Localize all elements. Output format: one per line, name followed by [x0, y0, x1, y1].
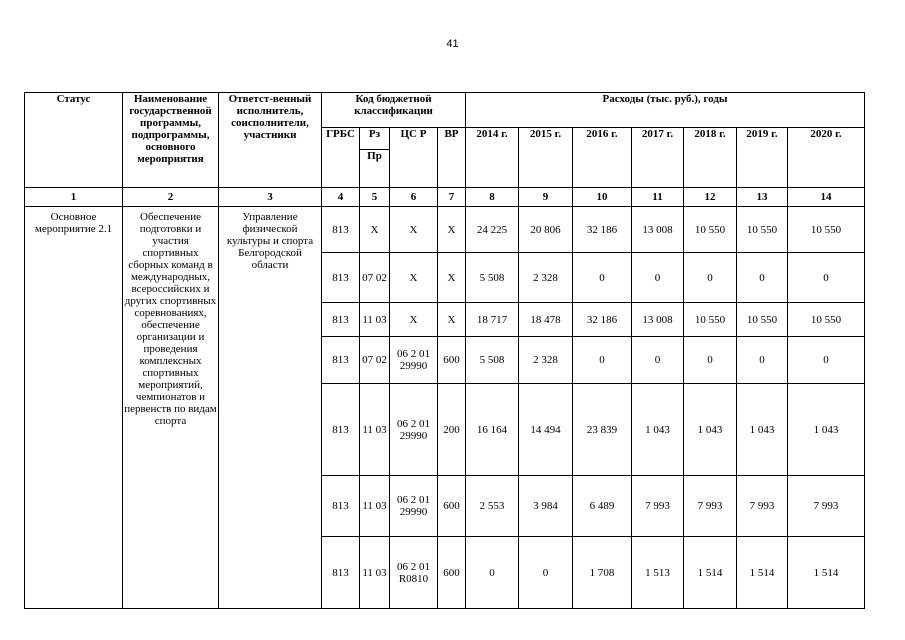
header-status: Статус: [25, 93, 123, 188]
header-year: 2019 г.: [737, 128, 788, 188]
rzpr-cell: 11 03: [360, 476, 390, 537]
header-vr: ВР: [438, 128, 466, 188]
expense-cell: 0: [573, 337, 632, 384]
expense-cell: 0: [788, 337, 865, 384]
expense-cell: 13 008: [632, 207, 684, 253]
expense-cell: 0: [684, 337, 737, 384]
expense-cell: 3 984: [519, 476, 573, 537]
expense-cell: 18 717: [466, 303, 519, 337]
vr-cell: 600: [438, 537, 466, 609]
column-number: 4: [322, 188, 360, 207]
column-number: 11: [632, 188, 684, 207]
expense-cell: 23 839: [573, 384, 632, 476]
header-executor: Ответст-венный исполнитель, соисполнители, участники: [219, 93, 322, 188]
expense-cell: 2 553: [466, 476, 519, 537]
expense-cell: 32 186: [573, 207, 632, 253]
vr-cell: Х: [438, 303, 466, 337]
header-year: 2020 г.: [788, 128, 865, 188]
expense-cell: 5 508: [466, 253, 519, 303]
column-number: 7: [438, 188, 466, 207]
header-year: 2014 г.: [466, 128, 519, 188]
vr-cell: Х: [438, 253, 466, 303]
grbs-cell: 813: [322, 253, 360, 303]
status-cell: Основное мероприятие 2.1: [25, 207, 123, 609]
expense-cell: 1 514: [737, 537, 788, 609]
csr-cell: Х: [390, 253, 438, 303]
expense-cell: 10 550: [788, 303, 865, 337]
budget-table: [24, 92, 865, 609]
header-expenses: Расходы (тыс. руб.), годы: [466, 93, 865, 128]
header-year: 2015 г.: [519, 128, 573, 188]
column-number: 6: [390, 188, 438, 207]
expense-cell: 7 993: [788, 476, 865, 537]
expense-cell: 7 993: [684, 476, 737, 537]
column-number-row: [25, 188, 865, 207]
expense-cell: 32 186: [573, 303, 632, 337]
expense-cell: 24 225: [466, 207, 519, 253]
expense-cell: 20 806: [519, 207, 573, 253]
expense-cell: 0: [632, 253, 684, 303]
rzpr-cell: 07 02: [360, 337, 390, 384]
table-body: [25, 207, 865, 609]
expense-cell: 10 550: [788, 207, 865, 253]
grbs-cell: 813: [322, 537, 360, 609]
expense-cell: 6 489: [573, 476, 632, 537]
vr-cell: 200: [438, 384, 466, 476]
expense-cell: 1 043: [684, 384, 737, 476]
expense-cell: 0: [573, 253, 632, 303]
grbs-cell: 813: [322, 476, 360, 537]
grbs-cell: 813: [322, 337, 360, 384]
column-number: 12: [684, 188, 737, 207]
expense-cell: 0: [788, 253, 865, 303]
expense-cell: 1 514: [684, 537, 737, 609]
header-year: 2016 г.: [573, 128, 632, 188]
expense-cell: 10 550: [737, 303, 788, 337]
expense-cell: 1 043: [737, 384, 788, 476]
csr-cell: Х: [390, 207, 438, 253]
expense-cell: 1 708: [573, 537, 632, 609]
expense-cell: 2 328: [519, 253, 573, 303]
rzpr-cell: 11 03: [360, 537, 390, 609]
grbs-cell: 813: [322, 207, 360, 253]
page-number: 41: [446, 38, 459, 50]
header-pr: Пр: [360, 150, 390, 188]
vr-cell: Х: [438, 207, 466, 253]
csr-cell: 06 2 01 R0810: [390, 537, 438, 609]
csr-cell: 06 2 01 29990: [390, 337, 438, 384]
header-rz: Рз: [360, 128, 390, 150]
csr-cell: Х: [390, 303, 438, 337]
column-number: 13: [737, 188, 788, 207]
expense-cell: 1 514: [788, 537, 865, 609]
column-number: 14: [788, 188, 865, 207]
table-header: [25, 93, 865, 207]
expense-cell: 18 478: [519, 303, 573, 337]
header-csr: ЦС Р: [390, 128, 438, 188]
expense-cell: 5 508: [466, 337, 519, 384]
column-number: 1: [25, 188, 123, 207]
executor-cell: Управление физической культуры и спорта Белгородской области: [219, 207, 322, 609]
column-number: 9: [519, 188, 573, 207]
expense-cell: 7 993: [632, 476, 684, 537]
vr-cell: 600: [438, 476, 466, 537]
expense-cell: 0: [632, 337, 684, 384]
vr-cell: 600: [438, 337, 466, 384]
expense-cell: 10 550: [684, 303, 737, 337]
expense-cell: 0: [737, 337, 788, 384]
header-program: Наименование государственной программы, подпрограммы, основного мероприятия: [123, 93, 219, 188]
expense-cell: 0: [737, 253, 788, 303]
expense-cell: 2 328: [519, 337, 573, 384]
expense-cell: 16 164: [466, 384, 519, 476]
csr-cell: 06 2 01 29990: [390, 476, 438, 537]
header-year: 2017 г.: [632, 128, 684, 188]
header-budget-code: Код бюджетной классификации: [322, 93, 466, 128]
table-row: [25, 207, 865, 253]
header-grbs: ГРБС: [322, 128, 360, 188]
rzpr-cell: 07 02: [360, 253, 390, 303]
column-number: 2: [123, 188, 219, 207]
expense-cell: 1 043: [632, 384, 684, 476]
column-number: 10: [573, 188, 632, 207]
expense-cell: 1 043: [788, 384, 865, 476]
grbs-cell: 813: [322, 303, 360, 337]
expense-cell: 0: [519, 537, 573, 609]
rzpr-cell: Х: [360, 207, 390, 253]
column-number: 3: [219, 188, 322, 207]
column-number: 8: [466, 188, 519, 207]
expense-cell: 0: [684, 253, 737, 303]
expense-cell: 7 993: [737, 476, 788, 537]
expense-cell: 13 008: [632, 303, 684, 337]
expense-cell: 10 550: [737, 207, 788, 253]
rzpr-cell: 11 03: [360, 303, 390, 337]
expense-cell: 10 550: [684, 207, 737, 253]
expense-cell: 1 513: [632, 537, 684, 609]
csr-cell: 06 2 01 29990: [390, 384, 438, 476]
program-cell: Обеспечение подготовки и участия спортивных сборных команд в международных, всероссийских и других спортивных соревнованиях, обеспечение организации и проведения комплексных спортивных мероприятий, чемпионатов и первенств по видам спорта: [123, 207, 219, 609]
rzpr-cell: 11 03: [360, 384, 390, 476]
header-year: 2018 г.: [684, 128, 737, 188]
column-number: 5: [360, 188, 390, 207]
expense-cell: 14 494: [519, 384, 573, 476]
grbs-cell: 813: [322, 384, 360, 476]
expense-cell: 0: [466, 537, 519, 609]
